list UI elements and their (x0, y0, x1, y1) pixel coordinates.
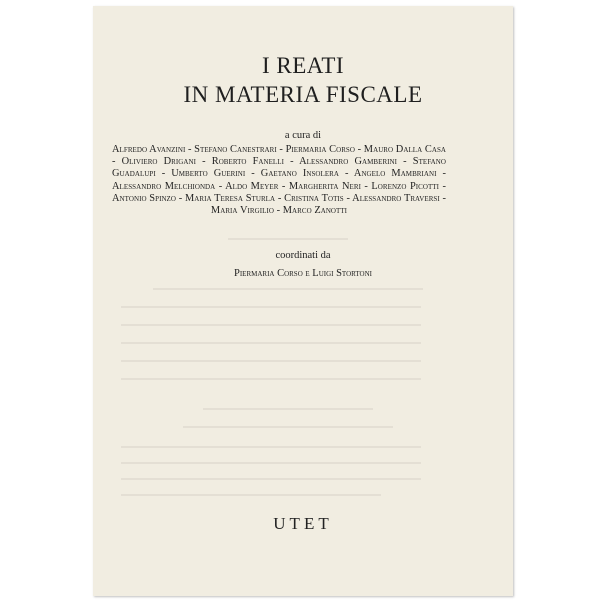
bleed-through-line (203, 408, 373, 410)
bleed-through-line (121, 478, 421, 480)
bleed-through-line (183, 426, 393, 428)
contributors-list: Alfredo Avanzini - Stefano Canestrari - Piermaria Corso - Mauro Dalla Casa - Oliviero Drigani - Roberto Fanelli - Alessandro Gamberini - Stefano Guadalupi - Umberto Guerini - Gaetano Insolera - Angelo Mambriani - Alessandro Melchionda - Aldo Meyer - Margherita Neri - Lorenzo Picotti - Antonio Spinzo - Maria Teresa Sturla - Cristina Totis - Alessandro Traversi - Maria Virgilio - Marco Zanotti (112, 144, 446, 217)
bleed-through-line (121, 306, 421, 308)
bleed-through-line (121, 446, 421, 448)
bleed-through-line (121, 342, 421, 344)
bleed-through-line (121, 494, 381, 496)
bleed-through-line (153, 288, 423, 290)
bleed-through-line (121, 378, 421, 380)
bleed-through-line (121, 462, 421, 464)
coordinated-by-label: coordinati da (275, 250, 331, 261)
book-title-line-2: IN MATERIA FISCALE (183, 82, 423, 107)
edited-by-label: a cura di (284, 130, 322, 141)
publisher-name: UTET (273, 514, 333, 533)
bleed-through-line (121, 360, 421, 362)
bleed-through-line (228, 238, 348, 240)
title-page (93, 6, 513, 596)
coordinators-names: Piermaria Corso e Luigi Stortoni (234, 268, 372, 279)
bleed-through-line (121, 324, 421, 326)
book-title-line-1: I REATI (261, 53, 345, 78)
